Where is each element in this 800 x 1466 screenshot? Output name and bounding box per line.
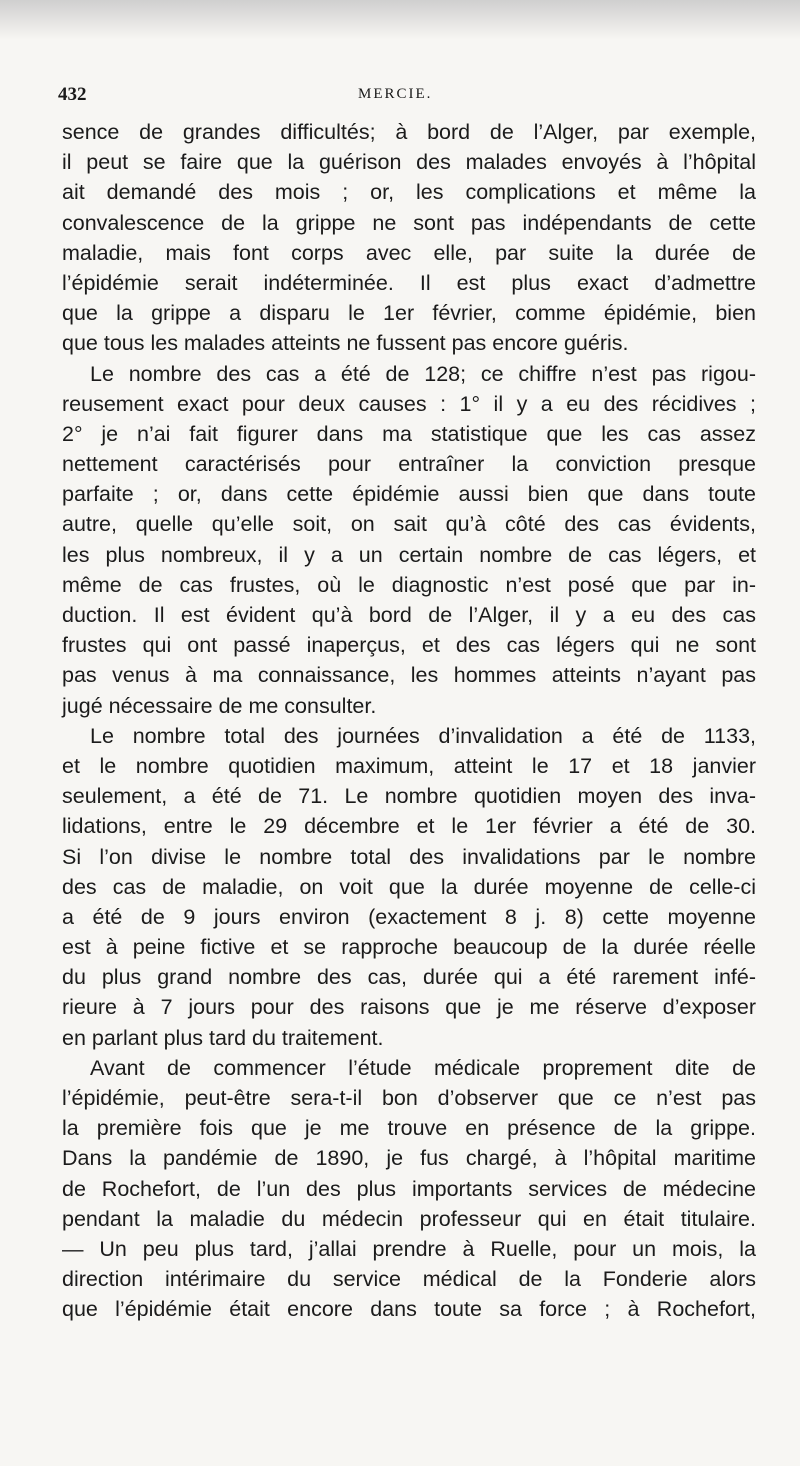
- text-line: — Un peu plus tard, j’allai prendre à Ruelle, pour un mois, la: [62, 1236, 756, 1261]
- running-head: MERCIE.: [358, 86, 433, 102]
- text-line: les plus nombreux, il y a un certain nombre de cas légers, et: [62, 542, 756, 567]
- text-line: Si l’on divise le nombre total des invalidations par le nombre: [62, 844, 756, 869]
- text-line: du plus grand nombre des cas, durée qui a été rarement infé-: [62, 965, 756, 990]
- text-line: l’épidémie, peut-être sera-t-il bon d’observer que ce n’est pas: [62, 1086, 756, 1110]
- text-line: nettement caractérisés pour entraîner la conviction presque: [62, 452, 756, 477]
- text-line: sence de grandes difficultés; à bord de l’Alger, par exemple,: [62, 120, 756, 144]
- text-line: parfaite ; or, dans cette épidémie aussi bien que dans toute: [62, 482, 756, 507]
- page-number: 432: [58, 84, 87, 105]
- text-line: Le nombre des cas a été de 128; ce chiffre n’est pas rigou-: [90, 361, 756, 386]
- text-line: jugé nécessaire de me consulter.: [62, 693, 377, 718]
- text-line: que la grippe a disparu le 1er février, comme épidémie, bien: [62, 301, 756, 326]
- page-header: [58, 84, 748, 108]
- text-line: et le nombre quotidien maximum, atteint le 17 et 18 janvier: [62, 753, 756, 778]
- text-line: convalescence de la grippe ne sont pas indépendants de cette: [62, 210, 756, 235]
- text-line: de Rochefort, de l’un des plus importants services de médecine: [62, 1176, 756, 1201]
- text-line: pendant la maladie du médecin professeur qui en était titulaire.: [62, 1206, 756, 1231]
- text-line: Avant de commencer l’étude médicale proprement dite de: [90, 1055, 756, 1080]
- text-line: ait demandé des mois ; or, les complications et même la: [62, 180, 756, 205]
- text-line: est à peine fictive et se rapproche beaucoup de la durée réelle: [62, 935, 756, 960]
- text-line: rieure à 7 jours pour des raisons que je me réserve d’exposer: [62, 995, 756, 1020]
- text-line: pas venus à ma connaissance, les hommes atteints n’ayant pas: [62, 663, 756, 688]
- text-line: direction intérimaire du service médical de la Fonderie alors: [62, 1267, 756, 1292]
- text-line: frustes qui ont passé inaperçus, et des cas légers qui ne sont: [62, 633, 756, 658]
- body-text: [62, 117, 756, 1325]
- text-line: autre, quelle qu’elle soit, on sait qu’à côté des cas évidents,: [62, 512, 756, 537]
- text-line: la première fois que je me trouve en présence de la grippe.: [62, 1116, 756, 1141]
- text-line: des cas de maladie, on voit que la durée moyenne de celle-ci: [62, 874, 756, 899]
- text-line: duction. Il est évident qu’à bord de l’Alger, il y a eu des cas: [62, 603, 756, 627]
- text-line: que l’épidémie était encore dans toute sa force ; à Rochefort,: [62, 1297, 756, 1322]
- text-line: que tous les malades atteints ne fussent pas encore guéris.: [62, 331, 629, 356]
- text-line: Dans la pandémie de 1890, je fus chargé, à l’hôpital maritime: [62, 1146, 756, 1171]
- text-line: même de cas frustes, où le diagnostic n’est posé que par in-: [62, 572, 756, 597]
- text-line: seulement, a été de 71. Le nombre quotidien moyen des inva-: [62, 784, 756, 809]
- scan-edge-shadow: [0, 0, 800, 40]
- text-line: lidations, entre le 29 décembre et le 1er février a été de 30.: [62, 814, 756, 839]
- text-line: l’épidémie serait indéterminée. Il est plus exact d’admettre: [62, 270, 756, 295]
- text-line: reusement exact pour deux causes : 1° il y a eu des récidives ;: [62, 391, 756, 416]
- text-line: maladie, mais font corps avec elle, par suite la durée de: [62, 240, 756, 265]
- text-line: a été de 9 jours environ (exactement 8 j. 8) cette moyenne: [62, 904, 756, 929]
- text-line: Le nombre total des journées d’invalidation a été de 1133,: [90, 723, 756, 748]
- text-line: en parlant plus tard du traitement.: [62, 1025, 384, 1050]
- text-line: il peut se faire que la guérison des malades envoyés à l’hôpital: [62, 150, 756, 175]
- text-line: 2° je n’ai fait figurer dans ma statistique que les cas assez: [62, 421, 756, 446]
